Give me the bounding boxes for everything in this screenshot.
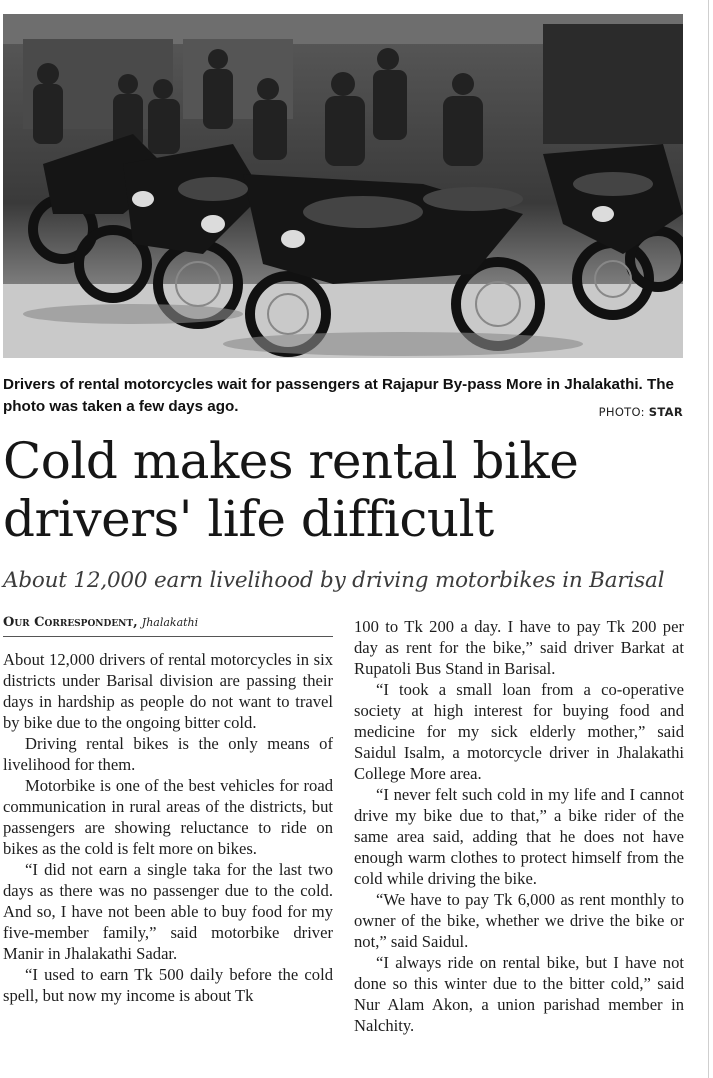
- paragraph: “I did not earn a single taka for the last two days as there was no passenger due to the cold. And so, I have not been able to buy food for my five-member family,” said motorbike driver Manir in Jhalakathi Sadar.: [3, 860, 333, 963]
- paragraph: Motorbike is one of the best vehicles for road communication in rural areas of the districts, but passengers are showing reluctance to ride on bikes as the cold is felt more on bikes.: [3, 776, 333, 858]
- paragraph: “I used to earn Tk 500 daily before the cold spell, but now my income is about Tk: [3, 965, 333, 1005]
- news-photo: [3, 14, 683, 358]
- byline-place: Jhalakathi: [141, 616, 199, 629]
- paragraph: “We have to pay Tk 6,000 as rent monthly to owner of the bike, whether we drive the bike or not,” said Saidul.: [354, 890, 684, 951]
- paragraph: “I always ride on rental bike, but I have not done so this winter due to the bitter cold,” said Nur Alam Akon, a union parishad member in Nalchity.: [354, 953, 684, 1035]
- photo-credit-label: PHOTO:: [598, 405, 645, 419]
- photo-caption: Drivers of rental motorcycles wait for passengers at Rajapur By-pass More in Jhalakathi. The photo was taken a few days ago.: [3, 376, 675, 415]
- article-column-2: [354, 616, 684, 1036]
- paragraph: About 12,000 drivers of rental motorcycles in six districts under Barisal division are passing their days in hardship as people do not want to travel by bike due to the ongoing bitter cold.: [3, 650, 333, 732]
- paragraph: Driving rental bikes is the only means of livelihood for them.: [3, 734, 333, 774]
- photo-credit: [599, 405, 683, 419]
- byline-author: Our Correspondent,: [3, 615, 138, 630]
- paragraph: “I took a small loan from a co-operative society at high interest for buying food and medicine for my sick elderly mother,” said Saidul Isalm, a motorcycle driver in Jhalakathi College More area.: [354, 680, 684, 783]
- photo-credit-source: STAR: [648, 405, 683, 419]
- photo-motorcycles-icon: [3, 14, 683, 358]
- paragraph: “I never felt such cold in my life and I cannot drive my bike due to that,” a bike rider of the same area said, adding that he does not have enough warm clothes to protect himself from the cold while driving the bike.: [354, 785, 684, 888]
- paragraph: 100 to Tk 200 a day. I have to pay Tk 200 per day as rent for the bike,” said driver Barkat at Rupatoli Bus Stand in Barisal.: [354, 617, 684, 678]
- headline: Cold makes rental bike drivers' life difficult: [3, 432, 579, 548]
- subheadline: About 12,000 earn livelihood by driving motorbikes in Barisal: [3, 568, 665, 593]
- article-column-1: [3, 649, 333, 1006]
- byline: [3, 615, 333, 637]
- page-right-rule: [708, 0, 709, 1078]
